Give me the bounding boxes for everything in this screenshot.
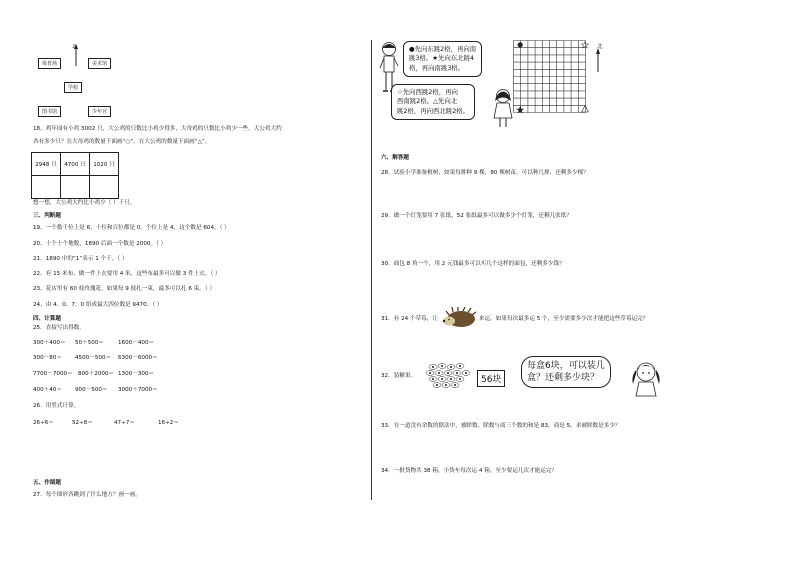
vertical-calc-item: 26÷6＝ — [33, 420, 54, 426]
question-21: 21、1890 中的“1”表示 1 个千。（ ） — [33, 256, 128, 262]
table-cell: 2948 只 — [32, 153, 61, 176]
section-5-title: 五、作图题 — [33, 480, 61, 486]
girl-figure-icon — [492, 88, 514, 130]
question-29: 29．做一个灯笼要用 7 张纸，52 张纸最多可以做多少个灯笼，还剩几张纸？ — [381, 213, 572, 219]
question-26: 26．用竖式计算。 — [33, 403, 80, 409]
map-place-stadium: 体育场 — [38, 58, 61, 69]
calc-item: 6300－6000＝ — [118, 355, 158, 361]
calc-item: 300－80＝ — [33, 355, 62, 361]
speech-bubble-boy — [403, 41, 482, 77]
map-place-youth-palace: 少年宫 — [88, 106, 111, 117]
vertical-calc-item: 47÷7＝ — [114, 420, 135, 426]
section-3-title: 三、判断题 — [33, 213, 61, 219]
bubble-line: 盒？还剩多少块？ — [527, 373, 600, 384]
answer-cell[interactable] — [90, 176, 119, 199]
calc-item: 300＋400＝ — [33, 340, 66, 346]
candy-pile-icon — [425, 361, 471, 389]
bubble-line: 西南跳2格。△先向北 — [397, 97, 458, 106]
map-place-library: 图书馆 — [38, 106, 61, 117]
question-31-part-a: 31．有 24 个草莓，让 — [381, 316, 438, 322]
calc-item: 50＋500＝ — [75, 340, 104, 346]
grid-north-label: 北 — [597, 44, 603, 50]
question-31-part-b: 来运。如果每次最多运 5 个，至少需要多少次才能把这些草莓运完？ — [479, 316, 649, 322]
calc-item: 7700－7000＝ — [33, 371, 73, 377]
bubble-line: ☆先向西跳2格，再向 — [397, 88, 458, 96]
jump-grid — [513, 40, 593, 120]
question-33: 33．在一道没有余数的除法中，被除数、除数与商三个数的和是 83，商是 5，求被除数是多少？ — [381, 423, 621, 429]
question-25: 25．直接写出得数。 — [33, 325, 85, 331]
question-32-label: 32．装糖果。 — [381, 373, 417, 379]
question-20: 20、十个十个地数，1890 后面一个数是 2000。（ ） — [33, 241, 167, 247]
hedgehog-icon — [441, 307, 477, 329]
question-28: 28．试验小学准备植树，如果每排种 9 棵，80 棵树苗，可以种几排，还剩多少棵？ — [381, 170, 589, 176]
calc-item: 4500－500＝ — [75, 355, 112, 361]
chicken-count-table — [31, 152, 119, 199]
calc-item: 1600－400＝ — [118, 340, 155, 346]
table-cell: 1020 只 — [90, 153, 119, 176]
question-18-followup: 想一想，大公鸡大约比小鸡少（ ）千只。 — [33, 200, 136, 206]
question-23: 23、花店里有 60 枝玫瑰花，如果每 9 枝扎一束，最多可以扎 6 束。（ ） — [33, 286, 216, 292]
question-34: 34．一批货物共 38 箱，小货车每次运 4 箱，至少要运几次才能运完？ — [381, 468, 557, 474]
section-6-title: 六、解答题 — [381, 155, 409, 161]
section-4-title: 四、计算题 — [33, 316, 61, 322]
hollow-star-marker-icon — [581, 42, 588, 49]
question-19: 19、一个数千位上是 6，十位和百位都是 0，个位上是 4，这个数是 604。（ ） — [33, 225, 230, 231]
question-24: 24、由 4、0、7、0 组成最大四位数是 9470。（ ） — [33, 302, 163, 308]
question-18-line1: 18、鸡年园有小鸡 3002 只，大公鸡的只数比小鸡少得多，大母鸡的只数比小鸡少一些。大公鸡大约 — [33, 126, 282, 132]
calc-item: 800＋2000＝ — [78, 371, 115, 377]
calc-item: 1300－300＝ — [118, 371, 155, 377]
question-18-line2: 各有多少只？在大母鸡的数量下面画“○”，在大公鸡的数量下面画“△”。 — [33, 139, 211, 145]
bubble-line: 格，再向南跳3格。 — [409, 63, 465, 72]
table-cell: 4700 只 — [61, 153, 90, 176]
dot-marker-icon — [518, 42, 523, 47]
question-22: 22、有 15 米布，做一件上衣要用 4 米，这些布最多可以做 3 件上衣。（ ） — [33, 271, 221, 277]
bubble-line: 跳3格。★先向东北跳4 — [409, 54, 474, 63]
calc-item: 400＋40＝ — [33, 387, 62, 393]
question-30: 30．面包 8 角一个，用 2 元钱最多可以买几个这样的面包，还剩多少钱？ — [381, 261, 565, 267]
candy-count-box: 56块 — [477, 370, 505, 387]
answer-cell[interactable] — [32, 176, 61, 199]
bubble-line: 每盒6块，可以装几 — [527, 361, 605, 371]
candy-question-bubble — [521, 356, 611, 388]
answer-cell[interactable] — [61, 176, 90, 199]
map-place-school: 学校 — [64, 82, 82, 93]
map-place-art-museum: 美术馆 — [88, 58, 111, 69]
speech-bubble-girl — [391, 84, 475, 120]
triangle-marker-icon — [582, 106, 589, 113]
vertical-calc-item: 16÷2＝ — [158, 420, 179, 426]
calc-item: 3000＋7000＝ — [118, 387, 158, 393]
column-divider — [371, 40, 372, 500]
bubble-line: ●先向东跳2格，再向南 — [409, 45, 477, 53]
girl-with-pigtails-icon — [630, 360, 662, 400]
vertical-calc-item: 52÷8＝ — [72, 420, 93, 426]
calc-item: 900－500＝ — [75, 387, 108, 393]
map-north-label: 北 — [72, 44, 78, 50]
bubble-line: 跳2格，再向西北跳2格。 — [397, 106, 470, 115]
question-27: 27．每个图形各跳到了什么地方？画一画。 — [33, 492, 141, 498]
